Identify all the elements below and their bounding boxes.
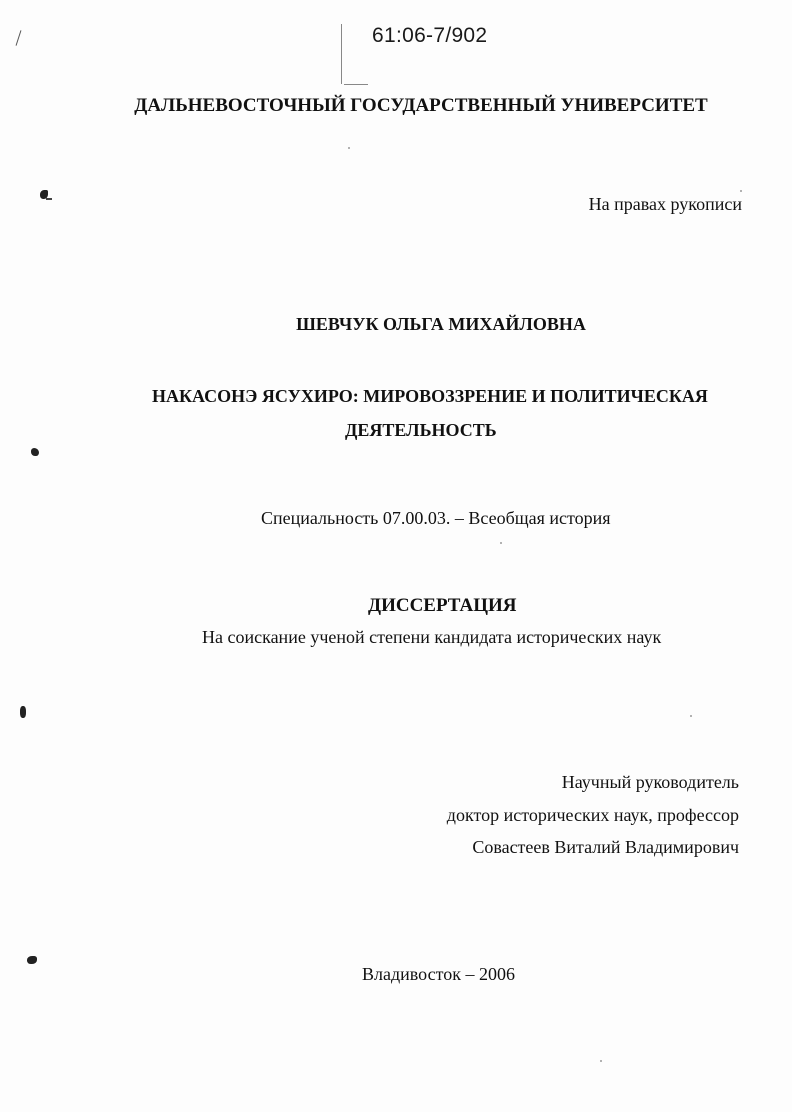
hole-punch-mark-3 bbox=[20, 706, 26, 718]
advisor-name: Совастеев Виталий Владимирович bbox=[472, 837, 739, 857]
scan-speck bbox=[500, 542, 502, 544]
hole-punch-mark-1-tail bbox=[46, 198, 52, 200]
advisor-role: Научный руководитель bbox=[561, 772, 739, 792]
advisor-credentials: доктор исторических наук, профессор bbox=[446, 805, 739, 825]
dissertation-title-line-1: НАКАСОНЭ ЯСУХИРО: МИРОВОЗЗРЕНИЕ И ПОЛИТИЧЕСКАЯ bbox=[152, 386, 708, 406]
university-heading: ДАЛЬНЕВОСТОЧНЫЙ ГОСУДАРСТВЕННЫЙ УНИВЕРСИТЕТ bbox=[134, 95, 708, 116]
hole-punch-mark-4 bbox=[27, 956, 37, 964]
scan-speck bbox=[600, 1060, 602, 1062]
scan-mark-stamp-line bbox=[341, 24, 342, 84]
manuscript-rights-note: На правах рукописи bbox=[588, 194, 742, 214]
degree-line: На соискание ученой степени кандидата исторических наук bbox=[202, 627, 662, 647]
specialty-line: Специальность 07.00.03. – Всеобщая история bbox=[261, 508, 611, 528]
scan-speck bbox=[690, 715, 692, 717]
author-name: ШЕВЧУК ОЛЬГА МИХАЙЛОВНА bbox=[296, 314, 586, 334]
city-year: Владивосток – 2006 bbox=[362, 964, 515, 984]
scan-mark-stamp-underline bbox=[344, 84, 368, 85]
scan-speck bbox=[348, 147, 350, 149]
archive-stamp-code: 61:06-7/902 bbox=[372, 24, 488, 47]
scan-speck bbox=[740, 190, 742, 192]
scan-mark-top-left bbox=[16, 30, 22, 46]
hole-punch-mark-2 bbox=[31, 448, 39, 456]
dissertation-title-line-2: ДЕЯТЕЛЬНОСТЬ bbox=[345, 420, 497, 440]
work-type-heading: ДИССЕРТАЦИЯ bbox=[368, 595, 517, 616]
